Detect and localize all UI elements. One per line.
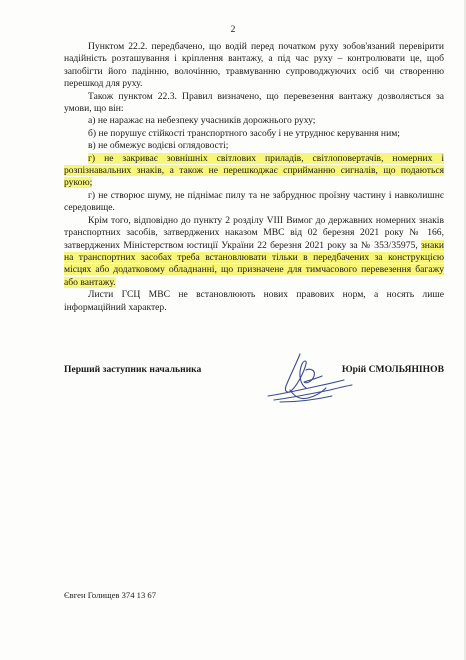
document-body <box>64 41 444 314</box>
paragraph <box>64 41 444 91</box>
signature-block <box>64 364 444 414</box>
executor-contact: Євген Голищев 374 13 67 <box>64 590 157 600</box>
highlighted-text: знаки на транспортних засобах треба встановлювати тільки в передбачених за конструкцією місцях або додатковому обладнанні, що призначене для тимчасового перевезення багажу або вантажу. <box>64 239 444 288</box>
paragraph <box>64 153 444 190</box>
paragraph-text: а) не наражає на небезпеку учасників дорожнього руху; <box>88 115 316 127</box>
highlighted-text: г) не закриває зовнішніх світлових приладів, світлоповертачів, номерних і розпізнавальних знаків, а також не перешкоджає сприйманню сигналів, що подаються рукою; <box>64 152 444 189</box>
paragraph <box>64 91 444 116</box>
signatory-title: Перший заступник начальника <box>64 364 202 375</box>
paragraph <box>64 215 444 289</box>
paragraph <box>64 289 444 314</box>
handwritten-signature <box>260 350 356 408</box>
paragraph-text: в) не обмежує водієві оглядовості; <box>88 140 229 152</box>
paragraph-text: б) не порушує стійкості транспортного засобу і не утруднює керування ним; <box>88 127 400 139</box>
paragraph-text: Листи ГСЦ МВС не встановлюють нових правових норм, а носять лише інформаційний характер. <box>64 289 444 313</box>
paragraph-text: Також пунктом 22.3. Правил визначено, що перевезення вантажу дозволяється за умови, що він: <box>64 90 444 115</box>
signatory-name: Юрій СМОЛЬЯНІНОВ <box>341 364 444 375</box>
paragraph <box>64 115 444 127</box>
paragraph <box>64 140 444 152</box>
paragraph-text: г) не створює шуму, не піднімає пилу та не забруднює проїзну частину і навколишнє середовище. <box>64 189 444 214</box>
paragraph-text: Пунктом 22.2. передбачено, що водій перед початком руху зобов'язаний перевірити надійність розташування і кріплення вантажу, а під час руху – контролювати це, щоб запобігти його падінню, волочінню, травмуванню супроводжуючих осіб чи створенню перешкод для руху. <box>64 41 444 90</box>
paragraph-text: Крім того, відповідно до пункту 2 розділу VIII Вимог до державних номерних знаків транспортних засобів, затверджених наказом МВС від 02 березня 2021 року № 166, затверджених Міністерством юстиції України 22 березня 2021 року за № 353/35975, <box>64 214 444 251</box>
page-number: 2 <box>230 25 236 35</box>
paragraph <box>64 190 444 215</box>
paragraph <box>64 128 444 140</box>
